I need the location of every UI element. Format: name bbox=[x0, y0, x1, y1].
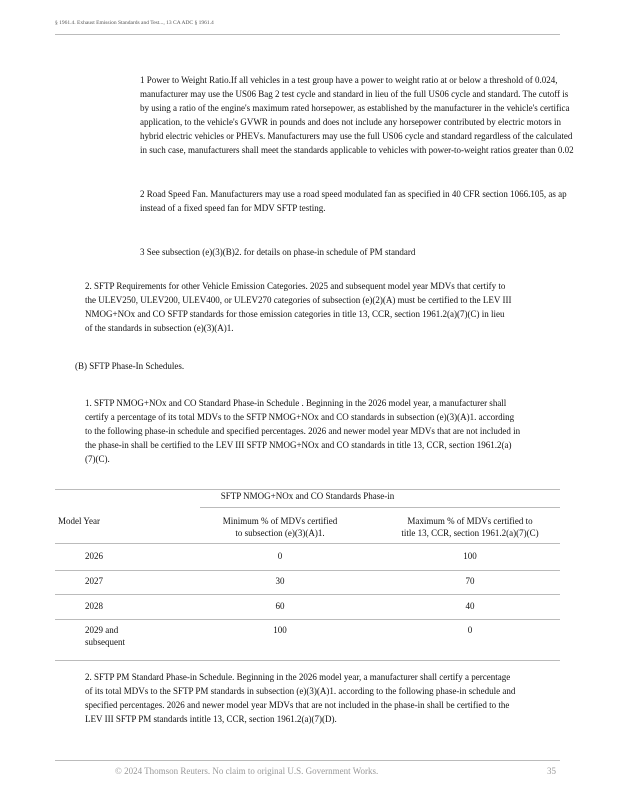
header-line: to subsection (e)(3)(A)1. bbox=[235, 528, 325, 538]
cell-model-year: 2026 bbox=[85, 551, 103, 561]
table-row-rule bbox=[55, 570, 560, 571]
paragraph-line: 2. SFTP Requirements for other Vehicle Emission Categories. 2025 and subsequent model year MDVs that certify to bbox=[85, 281, 506, 291]
paragraph-phase-in-1 bbox=[85, 396, 520, 466]
table-top-rule bbox=[55, 489, 560, 490]
footnote-line: application, to the vehicle's GVWR in pounds and does not include any horsepower contributed by electric motors in bbox=[140, 117, 562, 127]
section-heading-b: (B) SFTP Phase-In Schedules. bbox=[75, 361, 185, 371]
cell-model-year: 2027 bbox=[85, 576, 103, 586]
column-header-model-year: Model Year bbox=[58, 516, 100, 526]
paragraph-line: of its total MDVs to the SFTP PM standards in subsection (e)(3)(A)1. according to the following phase-in schedule and bbox=[85, 686, 516, 696]
table-row-rule bbox=[55, 594, 560, 595]
table-header-rule bbox=[55, 543, 560, 544]
paragraph-line: 1. SFTP NMOG+NOx and CO Standard Phase-in Schedule . Beginning in the 2026 model year, a manufacturer shall bbox=[85, 398, 507, 408]
page-number: 35 bbox=[547, 766, 556, 776]
header-divider bbox=[55, 34, 560, 35]
footnote-line: 1 Power to Weight Ratio.If all vehicles in a test group have a power to weight ratio at or below a threshold of 0.024, bbox=[140, 75, 558, 85]
cell-model-year: 2028 bbox=[85, 601, 103, 611]
column-header-minimum bbox=[200, 515, 360, 539]
footer-divider bbox=[55, 760, 560, 761]
footnote-1 bbox=[140, 73, 574, 157]
paragraph-line: NMOG+NOx and CO SFTP standards for those emission categories in title 13, CCR, section 1961.2(a)(7)(C) in lieu bbox=[85, 309, 505, 319]
footnote-line: hybrid electric vehicles or PHEVs. Manufacturers may use the full US06 cycle and standard regardless of the calculated bbox=[140, 131, 573, 141]
header-line: title 13, CCR, section 1961.2(a)(7)(C) bbox=[401, 528, 539, 538]
paragraph-line: specified percentages. 2026 and newer model year MDVs that are not included in the phase-in shall be certified to the bbox=[85, 700, 510, 710]
cell-maximum: 100 bbox=[463, 551, 477, 561]
paragraph-line: LEV III SFTP PM standards intitle 13, CCR, section 1961.2(a)(7)(D). bbox=[85, 714, 337, 724]
cell-maximum: 40 bbox=[465, 601, 475, 611]
cell-line: 2029 and bbox=[85, 625, 119, 635]
column-header-maximum bbox=[375, 515, 565, 539]
header-line: Minimum % of MDVs certified bbox=[222, 516, 338, 526]
table-title: SFTP NMOG+NOx and CO Standards Phase-in bbox=[220, 491, 395, 501]
cell-maximum: 70 bbox=[465, 576, 475, 586]
table-bottom-rule bbox=[55, 660, 560, 661]
cell-minimum: 60 bbox=[275, 601, 285, 611]
running-header: § 1961.4. Exhaust Emission Standards and Test..., 13 CA ADC § 1961.4 bbox=[55, 20, 214, 26]
footnote-line: manufacturer may use the US06 Bag 2 test cycle and standard in lieu of the full US06 cycle and standard. The cutoff is bbox=[140, 89, 569, 99]
table-title-rule bbox=[200, 507, 560, 508]
paragraph-line: 2. SFTP PM Standard Phase-in Schedule. Beginning in the 2026 model year, a manufacturer shall certify a percentage bbox=[85, 672, 511, 682]
cell-minimum: 30 bbox=[275, 576, 285, 586]
cell-minimum: 100 bbox=[273, 625, 287, 635]
footnote-line: in such case, manufacturers shall meet the standards applicable to vehicles with power-to-weight ratios greater than 0.02 bbox=[140, 145, 574, 155]
copyright-notice: © 2024 Thomson Reuters. No claim to original U.S. Government Works. bbox=[115, 766, 379, 776]
table-row-rule bbox=[55, 619, 560, 620]
cell-line: subsequent bbox=[85, 637, 125, 647]
cell-minimum: 0 bbox=[277, 551, 283, 561]
footnote-line: instead of a fixed speed fan for MDV SFTP testing. bbox=[140, 203, 326, 213]
paragraph-line: the ULEV250, ULEV200, ULEV400, or ULEV270 categories of subsection (e)(2)(A) must be certified to the LEV III bbox=[85, 295, 512, 305]
footnote-line: 3 See subsection (e)(3)(B)2. for details on phase-in schedule of PM standard bbox=[140, 247, 416, 257]
cell-maximum: 0 bbox=[467, 625, 473, 635]
footnote-2 bbox=[140, 187, 567, 215]
paragraph-phase-in-2 bbox=[85, 670, 515, 726]
paragraph-line: to the following phase-in schedule and specified percentages. 2026 and newer model year MDVs that are not included in bbox=[85, 426, 521, 436]
footnote-line: by using a ratio of the engine's maximum rated horsepower, as established by the manufacturer in the vehicle's certifica bbox=[140, 103, 570, 113]
paragraph-sftp-other-categories bbox=[85, 279, 511, 335]
paragraph-line: (7)(C). bbox=[85, 454, 110, 464]
paragraph-line: of the standards in subsection (e)(3)(A)1. bbox=[85, 323, 234, 333]
header-line: Maximum % of MDVs certified to bbox=[407, 516, 533, 526]
footnote-line: 2 Road Speed Fan. Manufacturers may use a road speed modulated fan as specified in 40 CFR section 1066.105, as ap bbox=[140, 189, 567, 199]
cell-model-year bbox=[85, 624, 125, 648]
footnote-3 bbox=[140, 245, 415, 259]
paragraph-line: the phase-in shall be certified to the LEV III SFTP NMOG+NOx and CO standards in title 13, CCR, section 1961.2(a) bbox=[85, 440, 512, 450]
paragraph-line: certify a percentage of its total MDVs to the SFTP NMOG+NOx and CO standards in subsection (e)(3)(A)1. according bbox=[85, 412, 515, 422]
